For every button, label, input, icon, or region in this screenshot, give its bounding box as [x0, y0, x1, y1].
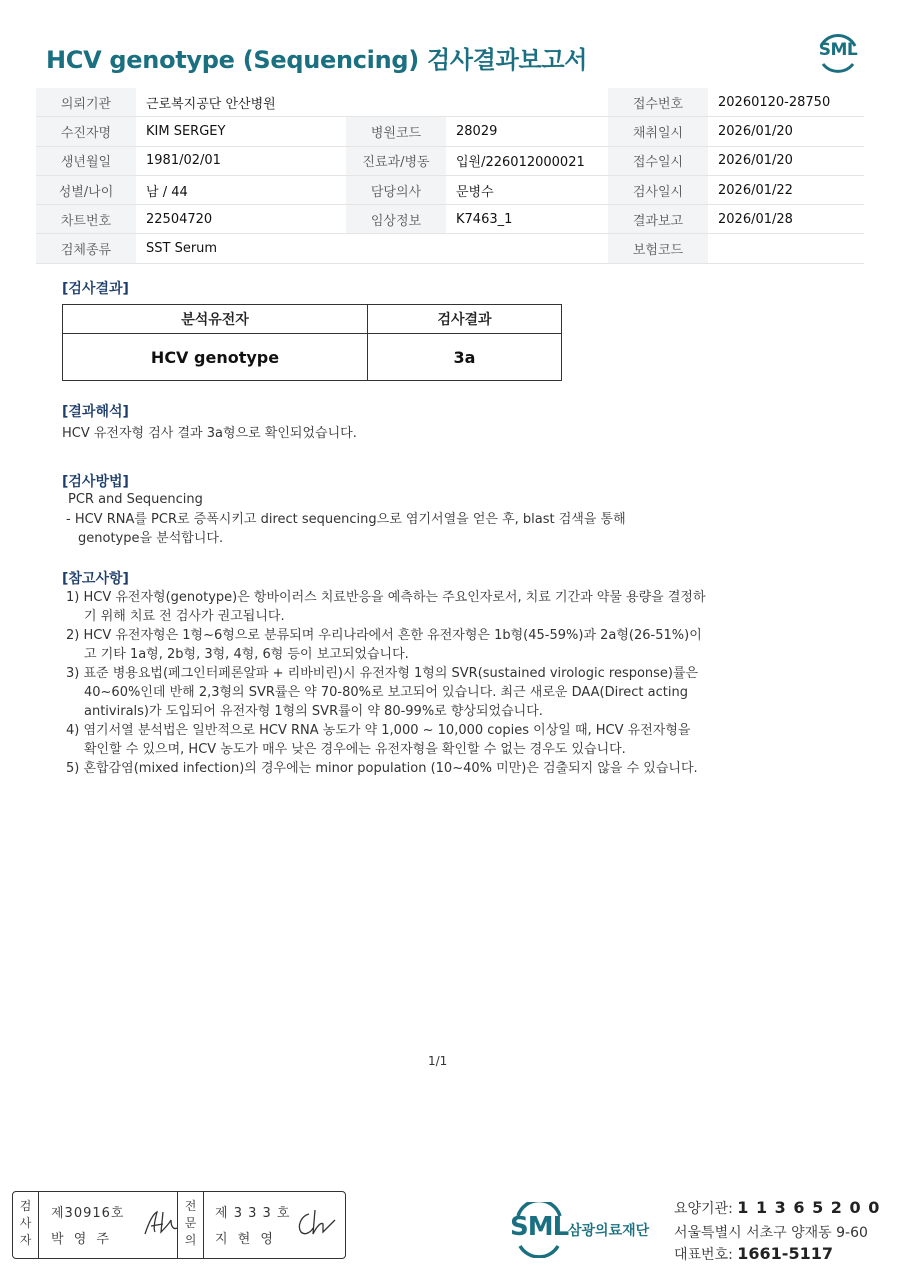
info-row	[36, 175, 864, 204]
info-row	[36, 146, 864, 175]
institution-code-value: 1 1 3 6 5 2 0 0	[737, 1198, 881, 1217]
info-value: 문병수	[446, 175, 608, 204]
info-row	[36, 117, 864, 146]
gene-header: 분석유전자	[63, 305, 368, 334]
examiner-label	[13, 1192, 39, 1258]
specialist-signature	[295, 1206, 339, 1240]
info-value: 입원/226012000021	[446, 146, 608, 175]
info-row	[36, 205, 864, 234]
references-list	[66, 588, 706, 778]
specialist-name: 지 현 영	[215, 1232, 276, 1247]
info-label: 의뢰기관	[36, 88, 136, 117]
specialist-label-text: 전문의	[184, 1199, 197, 1247]
patient-info-table	[36, 88, 864, 264]
info-label	[346, 234, 446, 263]
info-label: 임상정보	[346, 205, 446, 234]
info-label: 병원코드	[346, 117, 446, 146]
examiner-license: 제30916호	[51, 1206, 125, 1221]
method-line-2: - HCV RNA를 PCR로 증폭시키고 direct sequencing으로 염기서열을 얻은 후, blast 검색을 통해	[66, 512, 626, 527]
specialist-label	[178, 1192, 204, 1258]
examiner-name: 박 영 주	[51, 1232, 112, 1247]
info-label: 수진자명	[36, 117, 136, 146]
info-value	[708, 234, 864, 263]
result-table	[62, 304, 562, 381]
info-label: 결과보고	[608, 205, 708, 234]
info-label: 접수일시	[608, 146, 708, 175]
specialist-license: 제 3 3 3 호	[215, 1206, 291, 1221]
interpretation-text: HCV 유전자형 검사 결과 3a형으로 확인되었습니다.	[62, 426, 357, 441]
signature-box	[12, 1191, 346, 1259]
info-label: 검체종류	[36, 234, 136, 263]
examiner-label-text: 검사자	[19, 1199, 32, 1247]
info-label: 채취일시	[608, 117, 708, 146]
result-header: 검사결과	[368, 305, 562, 334]
footer-address: 서울특별시 서초구 양재동 9-60	[674, 1225, 868, 1241]
info-value: 2026/01/20	[708, 146, 864, 175]
info-value: K7463_1	[446, 205, 608, 234]
info-label: 접수번호	[608, 88, 708, 117]
info-label: 성별/나이	[36, 175, 136, 204]
reference-item: 5) 혼합감염(mixed infection)의 경우에는 minor population (10~40% 미만)은 검출되지 않을 수 있습니다.	[66, 761, 698, 776]
reference-item: 2) HCV 유전자형은 1형~6형으로 분류되며 우리나라에서 흔한 유전자형은 1b형(45-59%)과 2a형(26-51%)이고 기타 1a형, 2b형, 3형, 4형, 6형 등이 보고되었습니다.	[66, 628, 702, 662]
logo-text: SML	[818, 40, 858, 60]
phone-value: 1661-5117	[737, 1244, 833, 1263]
info-value: 남 / 44	[136, 175, 346, 204]
info-label: 생년월일	[36, 146, 136, 175]
method-heading: [검사방법]	[62, 474, 129, 490]
institution-code-label: 요양기관:	[674, 1201, 738, 1217]
examiner-signature	[141, 1206, 181, 1240]
info-row	[36, 88, 864, 117]
result-heading: [검사결과]	[62, 281, 129, 297]
footer-logo-text: SML	[510, 1212, 569, 1242]
info-value: 2026/01/20	[708, 117, 864, 146]
method-line-1: PCR and Sequencing	[68, 492, 203, 507]
reference-item: 4) 염기서열 분석법은 일반적으로 HCV RNA 농도가 약 1,000 ~ 10,000 copies 이상일 때, HCV 유전자형을 확인할 수 있으며, HCV 농도가 매우 낮은 경우에는 유전자형을 확인할 수 없는 경우도 있습니다.	[66, 723, 691, 757]
references-heading: [참고사항]	[62, 571, 129, 587]
info-value: SST Serum	[136, 234, 346, 263]
phone-label: 대표번호:	[674, 1247, 738, 1263]
info-value: 2026/01/28	[708, 205, 864, 234]
footer-logo	[510, 1200, 660, 1260]
info-value: 28029	[446, 117, 608, 146]
info-label: 차트번호	[36, 205, 136, 234]
info-value: 2026/01/22	[708, 175, 864, 204]
organization-name: 삼광의료재단	[568, 1223, 650, 1239]
gene-name: HCV genotype	[63, 334, 368, 381]
genotype-result: 3a	[368, 334, 562, 381]
footer-phone	[674, 1244, 833, 1264]
reference-item: 1) HCV 유전자형(genotype)은 항바이러스 치료반응을 예측하는 주요인자로서, 치료 기간과 약물 용량을 결정하기 위해 치료 전 검사가 권고됩니다.	[66, 590, 706, 624]
info-value	[446, 234, 608, 263]
page-number: 1/1	[428, 1054, 448, 1068]
info-label: 보험코드	[608, 234, 708, 263]
info-label: 진료과/병동	[346, 146, 446, 175]
info-label: 검사일시	[608, 175, 708, 204]
info-value: 근로복지공단 안산병원	[136, 88, 346, 117]
info-value: KIM SERGEY	[136, 117, 346, 146]
institution-code	[674, 1198, 880, 1218]
method-line-3: genotype을 분석합니다.	[78, 531, 224, 546]
info-row	[36, 234, 864, 263]
info-label: 담당의사	[346, 175, 446, 204]
reference-item: 3) 표준 병용요법(페그인터페론알파 + 리바비린)시 유전자형 1형의 SVR(sustained virologic response)률은 40~60%인데 반해 2,3형의 SVR률은 약 70-80%로 보고되어 있습니다. 최근 새로운 DAA(Direct acting antivirals)가 도입되어 유전자형 1형의 SVR률이 약 80-99%로 향상되었습니다.	[66, 666, 699, 719]
report-title: HCV genotype (Sequencing) 검사결과보고서	[46, 46, 588, 74]
info-value: 1981/02/01	[136, 146, 346, 175]
sml-logo	[815, 30, 861, 76]
interpretation-heading: [결과해석]	[62, 404, 129, 420]
info-label	[346, 88, 446, 117]
info-value	[446, 88, 608, 117]
info-value: 22504720	[136, 205, 346, 234]
info-value: 20260120-28750	[708, 88, 864, 117]
